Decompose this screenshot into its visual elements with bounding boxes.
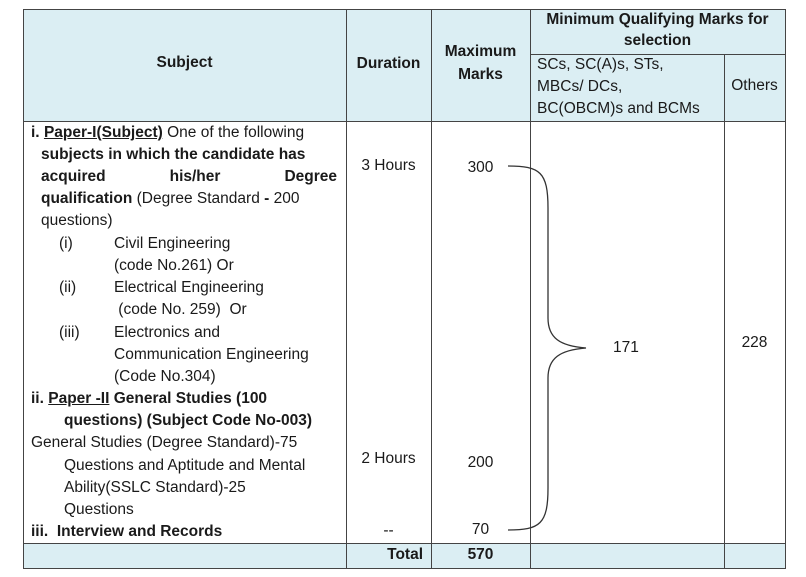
paper2-rest1: General Studies (100	[109, 390, 268, 407]
paper1-marks: 300	[467, 159, 494, 176]
subject-option-roman: (i)	[59, 235, 73, 252]
interview-duration: --	[383, 522, 394, 539]
paper1-line2: subjects in which the candidate has	[41, 146, 306, 163]
header-others: Others	[731, 77, 778, 94]
header-min-qualifying-line1: Minimum Qualifying Marks for	[546, 11, 769, 28]
interview-marks: 70	[471, 521, 490, 538]
curly-brace-icon	[500, 158, 595, 538]
interview-number: iii.	[31, 523, 49, 540]
subject-option-roman: (iii)	[59, 324, 80, 341]
paper2-gs-line3: Ability(SSLC Standard)-25	[64, 479, 246, 496]
total-value: 570	[467, 546, 494, 563]
paper1-line3	[41, 167, 337, 187]
paper1-line4-b: (Degree Standard	[132, 190, 265, 207]
subject-option-electronics-code: (Code No.304)	[114, 368, 216, 385]
paper1-line4-d: 200	[269, 190, 300, 207]
subject-option-electrical-code: (code No. 259) Or	[114, 301, 247, 318]
paper1-duration: 3 Hours	[361, 157, 416, 174]
header-subject: Subject	[156, 54, 213, 71]
paper2-gs-line2: Questions and Aptitude and Mental	[64, 457, 306, 474]
paper1-number: i.	[31, 124, 40, 141]
sc-qualifying-marks: 171	[613, 339, 639, 356]
paper2-marks: 200	[467, 454, 494, 471]
paper2-code-line: questions) (Subject Code No-003)	[64, 412, 313, 429]
interview-row	[31, 522, 222, 542]
interview-label: Interview and Records	[56, 523, 223, 540]
subject-option-civil: Civil Engineering	[114, 235, 231, 252]
header-sc-line1: SCs, SC(A)s, STs,	[537, 56, 664, 73]
header-duration: Duration	[356, 55, 421, 72]
paper2-gs-line4: Questions	[64, 501, 134, 518]
subject-option-electronics-line2: Communication Engineering	[114, 346, 309, 363]
subject-option-electronics: Electronics and	[114, 324, 220, 341]
paper2-number: ii.	[31, 390, 44, 407]
subject-option-roman: (ii)	[59, 279, 77, 296]
header-max-marks-line2: Marks	[458, 66, 503, 83]
header-max-marks-line1: Maximum	[444, 43, 517, 60]
header-min-qualifying-line2: selection	[623, 32, 692, 49]
paper2-gs-line1: General Studies (Degree Standard)-75	[31, 434, 298, 451]
paper1-line4-c: -	[264, 190, 270, 207]
total-label: Total	[387, 546, 423, 563]
paper1-intro: One of the following	[162, 124, 305, 141]
paper1-line4-a: qualification	[41, 190, 133, 207]
subject-option-electrical: Electrical Engineering	[114, 279, 264, 296]
paper1-line4	[41, 189, 299, 209]
paper1-heading	[31, 123, 304, 143]
paper1-line3-a: acquired	[41, 168, 106, 185]
paper1-line3-c: Degree	[284, 168, 337, 185]
header-sc-line3: BC(OBCM)s and BCMs	[537, 100, 700, 117]
subject-option-civil-code: (code No.261) Or	[114, 257, 234, 274]
paper2-title: Paper -II	[48, 390, 110, 407]
paper2-heading	[31, 389, 267, 409]
header-sc-line2: MBCs/ DCs,	[537, 78, 623, 95]
paper1-line5: questions)	[41, 212, 113, 229]
paper1-line3-b: his/her	[169, 168, 221, 185]
others-qualifying-marks: 228	[741, 334, 768, 351]
paper2-duration: 2 Hours	[361, 450, 416, 467]
paper1-title: Paper-I(Subject)	[43, 124, 163, 141]
